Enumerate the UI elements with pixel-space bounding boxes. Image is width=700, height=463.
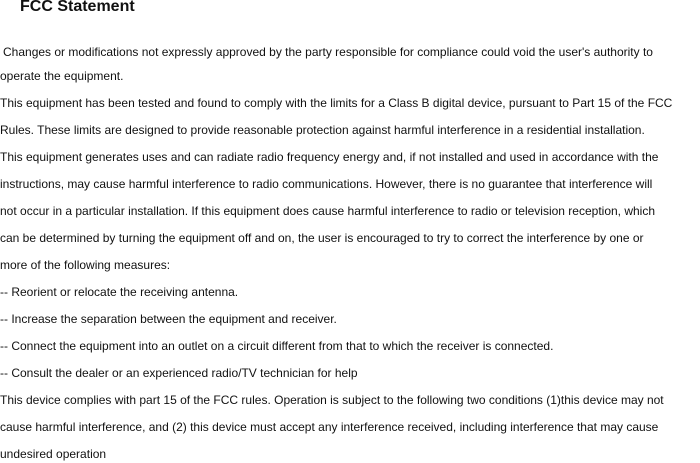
text-line: This equipment generates uses and can radiate radio frequency energy and, if not installed and used in accordance with the [0, 150, 659, 164]
text-line: Changes or modifications not expressly approved by the party responsible for compliance could void the user's authority to [3, 45, 653, 59]
text-line: This equipment has been tested and found to comply with the limits for a Class B digital device, pursuant to Part 15 of the FCC [0, 96, 673, 110]
text-line: Rules. These limits are designed to provide reasonable protection against harmful interference in a residential installation. [0, 123, 645, 137]
text-line: This device complies with part 15 of the FCC rules. Operation is subject to the following two conditions (1)this device may not [0, 393, 664, 407]
text-line: instructions, may cause harmful interference to radio communications. However, there is no guarantee that interference will [0, 177, 653, 191]
list-item: -- Reorient or relocate the receiving antenna. [0, 285, 239, 299]
text-line: cause harmful interference, and (2) this device must accept any interference received, including interference that may cause [0, 420, 659, 434]
text-line: undesired operation [0, 447, 107, 461]
text-line: more of the following measures: [0, 258, 171, 272]
list-item: -- Consult the dealer or an experienced radio/TV technician for help [0, 366, 358, 380]
document-title: FCC Statement [20, 0, 135, 15]
text-line: not occur in a particular installation. If this equipment does cause harmful interference to radio or television reception, which [0, 204, 656, 218]
text-line: operate the equipment. [0, 69, 124, 83]
list-item: -- Connect the equipment into an outlet on a circuit different from that to which the receiver is connected. [0, 339, 554, 353]
list-item: -- Increase the separation between the equipment and receiver. [0, 312, 337, 326]
text-line: can be determined by turning the equipment off and on, the user is encouraged to try to correct the interference by one or [0, 231, 644, 245]
